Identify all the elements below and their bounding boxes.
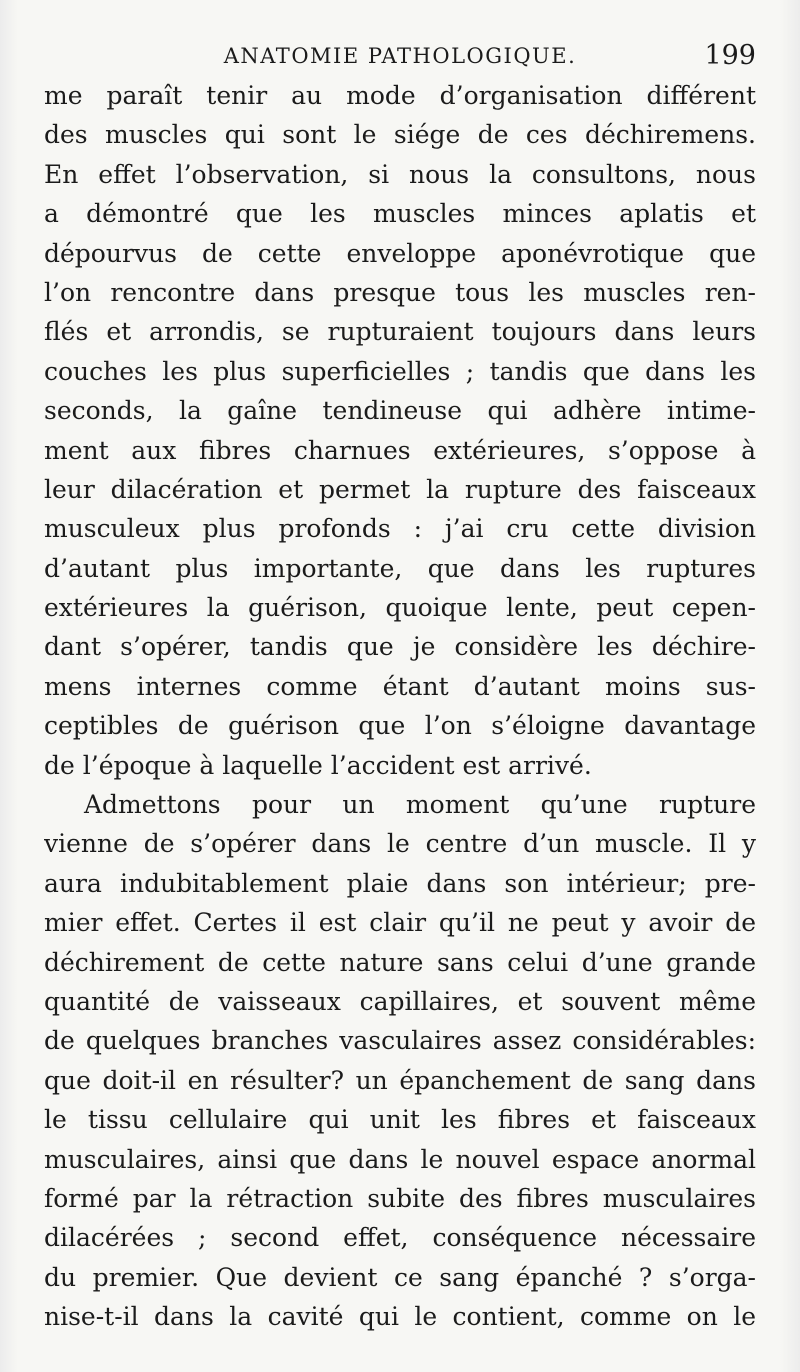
text-line: déchirement de cette nature sans celui d’une grande <box>44 947 756 977</box>
text-line: flés et arrondis, se rupturaient toujours dans leurs <box>44 317 756 347</box>
text-line: formé par la rétraction subite des fibres musculaires <box>44 1183 756 1213</box>
text-line: a démontré que les muscles minces aplatis et <box>44 199 756 229</box>
running-head <box>44 40 756 72</box>
text-line: musculaires, ainsi que dans le nouvel espace anormal <box>44 1144 756 1174</box>
text-line: des muscles qui sont le siége de ces déchiremens. <box>44 120 756 150</box>
text-line: l’on rencontre dans presque tous les muscles ren- <box>44 277 756 307</box>
text-line: vienne de s’opérer dans le centre d’un muscle. Il y <box>44 829 756 859</box>
text-line: de quelques branches vasculaires assez considérables: <box>44 1026 756 1056</box>
text-line: d’autant plus importante, que dans les ruptures <box>44 553 756 583</box>
text-line: le tissu cellulaire qui unit les fibres et faisceaux <box>44 1105 756 1135</box>
text-line: couches les plus superficielles ; tandis que dans les <box>44 356 756 386</box>
text-line: que doit-il en résulter? un épanchement de sang dans <box>44 1065 756 1095</box>
text-line: dépourvus de cette enveloppe aponévrotique que <box>44 238 756 268</box>
text-line: mens internes comme étant d’autant moins sus- <box>44 671 756 701</box>
text-line: du premier. Que devient ce sang épanché ? s’orga- <box>44 1262 756 1292</box>
text-line: En effet l’observation, si nous la consultons, nous <box>44 159 756 189</box>
page-number: 199 <box>704 40 756 71</box>
running-title: ANATOMIE PATHOLOGIQUE. <box>223 44 577 68</box>
text-line: dant s’opérer, tandis que je considère les déchire- <box>44 632 756 662</box>
text-line: quantité de vaisseaux capillaires, et souvent même <box>44 986 756 1016</box>
text-line: musculeux plus profonds : j’ai cru cette division <box>44 514 756 544</box>
text-line: ment aux fibres charnues extérieures, s’oppose à <box>44 435 756 465</box>
text-line: me paraît tenir au mode d’organisation différent <box>44 81 756 110</box>
text-line: ceptibles de guérison que l’on s’éloigne davantage <box>44 711 756 741</box>
text-line: dilacérées ; second effet, conséquence nécessaire <box>44 1223 756 1253</box>
text-line-paragraph-start: Admettons pour un moment qu’une rupture <box>84 790 756 820</box>
text-line: aura indubitablement plaie dans son intérieur; pre- <box>44 868 756 898</box>
text-line: extérieures la guérison, quoique lente, peut cepen- <box>44 593 756 623</box>
text-line: leur dilacération et permet la rupture des faisceaux <box>44 474 756 504</box>
text-line: mier effet. Certes il est clair qu’il ne peut y avoir de <box>44 908 756 938</box>
body-text <box>44 76 756 1337</box>
text-line-paragraph-end: de l’époque à laquelle l’accident est arrivé. <box>44 750 592 780</box>
text-line: seconds, la gaîne tendineuse qui adhère intime- <box>44 396 756 426</box>
text-line: nise-t-il dans la cavité qui le contient, comme on le <box>44 1302 756 1332</box>
